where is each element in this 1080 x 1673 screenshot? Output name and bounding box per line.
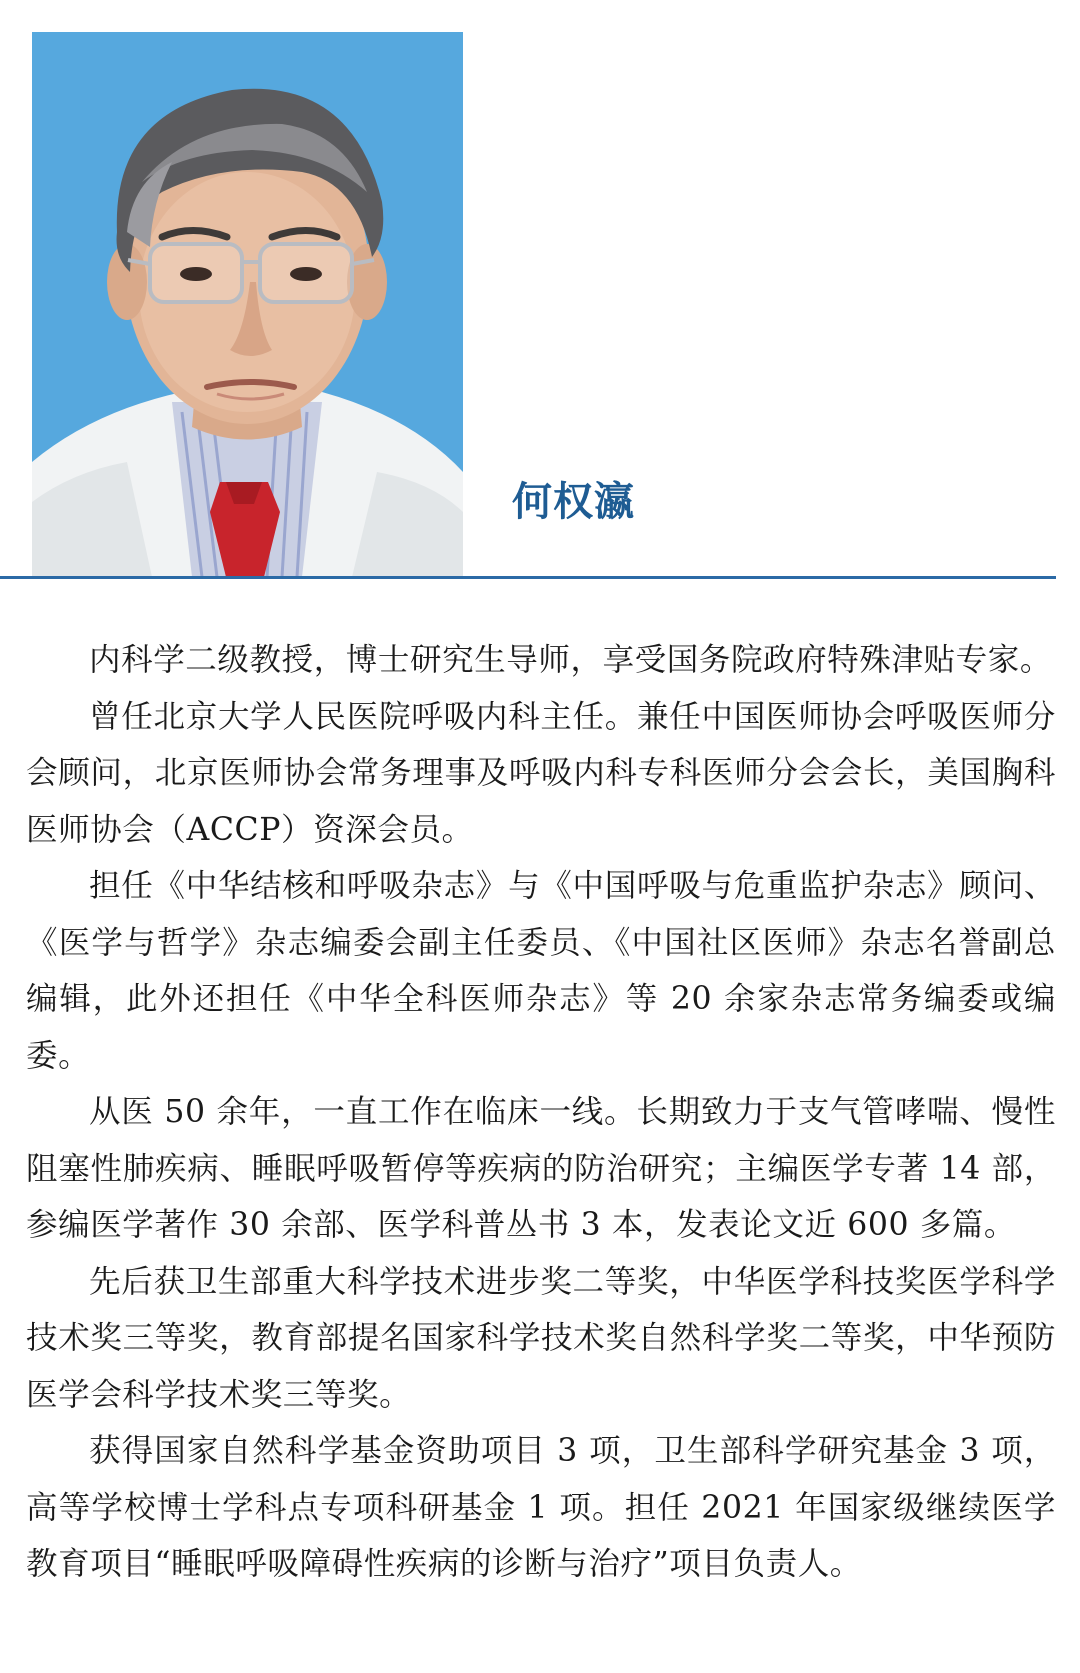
bio-paragraph: 曾任北京大学人民医院呼吸内科主任。兼任中国医师协会呼吸医师分会顾问，北京医师协会常务理事及呼吸内科专科医师分会会长，美国胸科医师协会（ACCP）资深会员。 [26,698,1056,848]
bio-paragraph: 内科学二级教授，博士研究生导师，享受国务院政府特殊津贴专家。 [89,642,1053,678]
biography [26,632,1056,1593]
bio-paragraph: 担任《中华结核和呼吸杂志》与《中国呼吸与危重监护杂志》顾问、《医学与哲学》杂志编委会副主任委员、《中国社区医师》杂志名誉副总编辑，此外还担任《中华全科医师杂志》等 20 余家杂志常务编委或编委。 [26,868,1056,1074]
person-name: 何权瀛 [512,478,635,525]
bio-paragraph: 获得国家自然科学基金资助项目 3 项，卫生部科学研究基金 3 项，高等学校博士学科点专项科研基金 1 项。担任 2021 年国家级继续医学教育项目“睡眠呼吸障碍性疾病的诊断与治疗”项目负责人。 [26,1433,1056,1582]
bio-paragraph: 从医 50 余年，一直工作在临床一线。长期致力于支气管哮喘、慢性阻塞性肺疾病、睡眠呼吸暂停等疾病的防治研究；主编医学专著 14 部，参编医学著作 30 余部、医学科普丛书 3 本，发表论文近 600 多篇。 [26,1094,1056,1243]
profile-header [0,0,1080,580]
portrait-illustration [32,32,463,577]
portrait-photo [32,32,463,577]
bio-paragraph: 先后获卫生部重大科学技术进步奖二等奖，中华医学科技奖医学科学技术奖三等奖，教育部提名国家科学技术奖自然科学奖二等奖，中华预防医学会科学技术奖三等奖。 [26,1263,1056,1413]
header-divider [0,576,1056,579]
